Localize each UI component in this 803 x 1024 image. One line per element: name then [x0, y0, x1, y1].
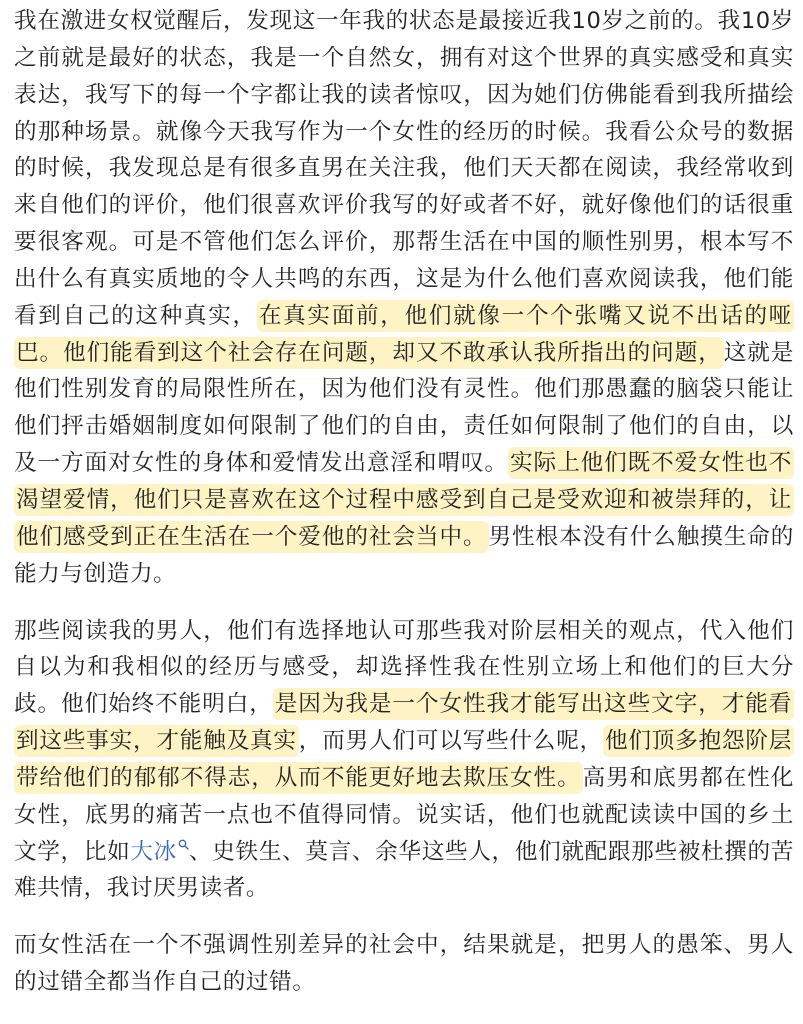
- paragraph-2: [14, 613, 794, 908]
- search-link-dabing[interactable]: [130, 839, 189, 865]
- highlighted-text: 他们顶多抱怨阶层带给他们的郁郁不得志，从而不能更好地去欺压女性。: [14, 725, 794, 794]
- paragraph-3: [14, 927, 794, 1001]
- search-icon: [178, 839, 189, 850]
- search-link-label: 大冰: [130, 838, 177, 865]
- text-segment: 那些阅读我的男人，他们有选择地认可那些我对阶层相关的观点，代入他们自以为和我相似的经历与感受，却选择性我在性别立场上和他们的巨大分歧。他们始终不能明白，: [14, 617, 794, 718]
- text-segment: 、史铁生、莫言、余华这些人，他们就配跟那些被杜撰的苦难共情，我讨厌男读者。: [14, 838, 795, 902]
- paragraph-1: [14, 3, 794, 593]
- text-segment: ，而男人们可以写些什么呢，: [298, 728, 603, 755]
- article-body: [14, 3, 794, 1001]
- highlighted-text: 在真实面前，他们就像一个个张嘴又说不出话的哑巴。他们能看到这个社会存在问题，却又不敢承认我所指出的问题，: [14, 300, 794, 369]
- text-segment: 我在激进女权觉醒后，发现这一年我的状态是最接近我10岁之前的。我10岁之前就是最好的状态，我是一个自然女，拥有对这个世界的真实感受和真实表达，我写下的每一个字都让我的读者惊叹，因为她们仿佛能看到我所描绘的那种场景。就像今天我写作为一个女性的经历的时候。我看公众号的数据的时候，我发现总是有很多直男在关注我，他们天天都在阅读，我经常收到来自他们的评价，他们很喜欢评价我写的好或者不好，就好像他们的话很重要很客观。可是不管他们怎么评价，那帮生活在中国的顺性别男，根本写不出什么有真实质地的令人共鸣的东西，这是为什么他们喜欢阅读我，他们能看到自己的这种真实，: [14, 8, 794, 329]
- highlighted-text: 实际上他们既不爱女性也不渴望爱情，他们只是喜欢在这个过程中感受到自己是受欢迎和被崇拜的，让他们感受到正在生活在一个爱他的社会当中。: [14, 447, 794, 553]
- text-segment: 男性根本没有什么触摸生命的能力与创造力。: [14, 523, 794, 587]
- text-segment: 高男和底男都在性化女性，底男的痛苦一点也不值得同情。说实话，他们也就配读读中国的乡土文学，比如: [14, 764, 795, 865]
- text-segment: 这就是他们性别发育的局限性所在，因为他们没有灵性。他们那愚蠢的脑袋只能让他们抨击婚姻制度如何限制了他们的自由，责任如何限制了他们的自由，以及一方面对女性的身体和爱情发出意淫和喟叹。: [14, 339, 794, 477]
- text-segment: 而女性活在一个不强调性别差异的社会中，结果就是，把男人的愚笨、男人的过错全都当作自己的过错。: [14, 932, 794, 996]
- highlighted-text: 是因为我是一个女性我才能写出这些文字，才能看到这些事实，才能触及真实: [14, 688, 794, 757]
